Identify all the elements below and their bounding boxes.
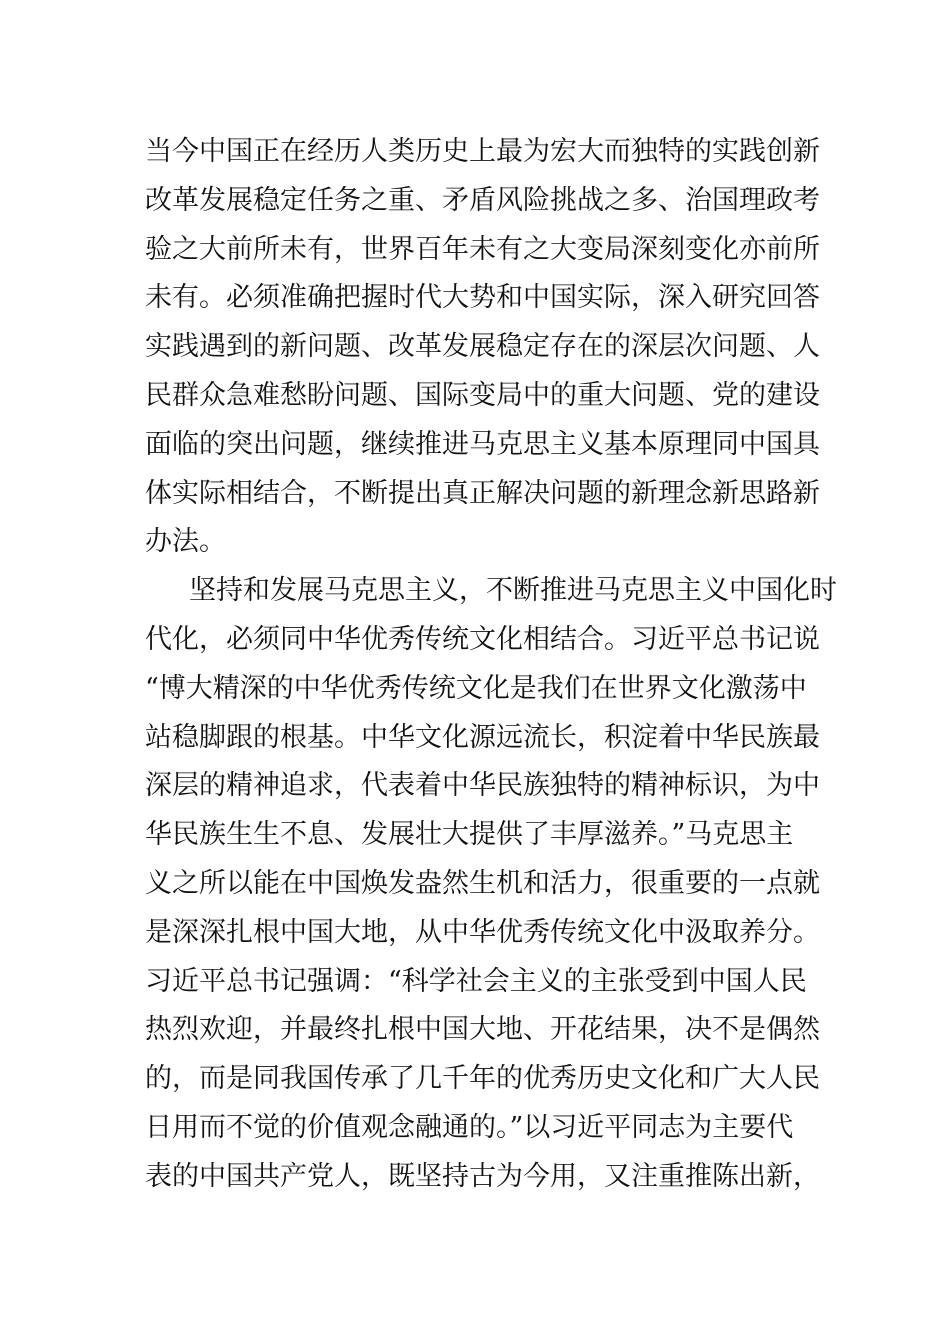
text-line: 热烈欢迎，并最终扎根中国大地、开花结果，决不是偶然 (145, 1014, 820, 1046)
text-line: 办法。 (145, 526, 226, 558)
text-line: 代化，必须同中华优秀传统文化相结合。习近平总书记说 (145, 623, 820, 655)
text-line: “博大精深的中华优秀传统文化是我们在世界文化激荡中 (145, 672, 807, 704)
text-line: 坚持和发展马克思主义，不断推进马克思主义中国化时 (189, 575, 837, 607)
paragraph-1 (145, 128, 820, 567)
paragraph-2 (145, 567, 837, 1201)
text-line: 表的中国共产党人，既坚持古为今用，又注重推陈出新， (145, 1160, 820, 1192)
text-line: 体实际相结合，不断提出真正解决问题的新理念新思路新 (145, 477, 820, 509)
text-line: 的，而是同我国传承了几千年的优秀历史文化和广大人民 (145, 1063, 820, 1095)
text-line: 未有。必须准确把握时代大势和中国实际，深入研究回答 (145, 282, 820, 314)
text-line: 民群众急难愁盼问题、国际变局中的重大问题、党的建设 (145, 379, 820, 411)
text-line: 改革发展稳定任务之重、矛盾风险挑战之多、治国理政考 (145, 184, 820, 216)
text-line: 站稳脚跟的根基。中华文化源远流长，积淀着中华民族最 (145, 721, 820, 753)
text-line: 华民族生生不息、发展壮大提供了丰厚滋养。”马克思主 (145, 819, 794, 851)
text-line: 习近平总书记强调：“科学社会主义的主张受到中国人民 (145, 965, 807, 997)
text-line: 是深深扎根中国大地，从中华优秀传统文化中汲取养分。 (145, 916, 820, 948)
text-line: 深层的精神追求，代表着中华民族独特的精神标识，为中 (145, 770, 820, 802)
text-line: 当今中国正在经历人类历史上最为宏大而独特的实践创新 (145, 136, 820, 167)
text-line: 验之大前所未有，世界百年未有之大变局深刻变化亦前所 (145, 233, 820, 265)
text-line: 义之所以能在中国焕发盎然生机和活力，很重要的一点就 (145, 867, 820, 899)
document-body (145, 128, 837, 1202)
text-line: 日用而不觉的价值观念融通的。”以习近平同志为主要代 (145, 1111, 794, 1143)
text-line: 面临的突出问题，继续推进马克思主义基本原理同中国具 (145, 428, 820, 460)
text-line: 实践遇到的新问题、改革发展稳定存在的深层次问题、人 (145, 331, 820, 363)
